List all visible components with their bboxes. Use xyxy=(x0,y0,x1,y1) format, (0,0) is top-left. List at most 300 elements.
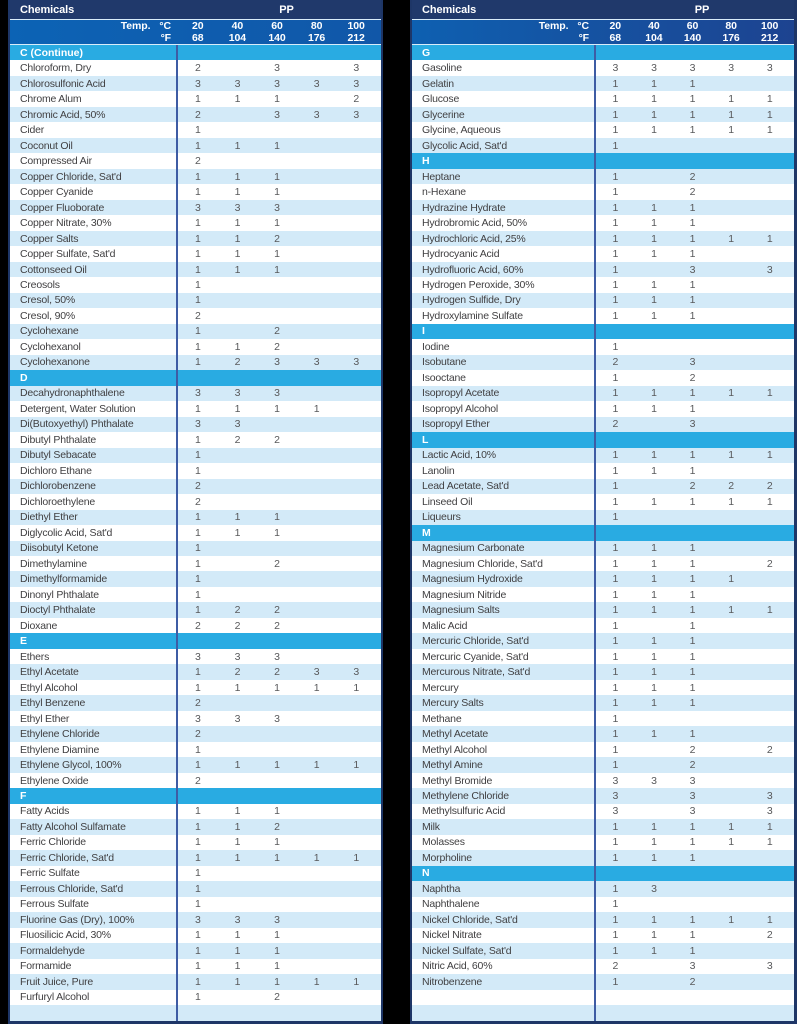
chemical-row xyxy=(412,943,794,958)
rating-values xyxy=(594,866,794,881)
rating-cell: 1 xyxy=(651,851,657,864)
rating-values xyxy=(176,680,381,695)
rating-cell xyxy=(712,277,751,292)
rating-cell: 2 xyxy=(194,155,201,168)
rating-cell: 1 xyxy=(612,511,619,524)
rating-cell: 1 xyxy=(651,635,657,648)
temp-value: 68 xyxy=(609,32,622,44)
temperature-header xyxy=(412,20,794,45)
chemical-name: Fruit Juice, Pure xyxy=(20,975,94,988)
rating-cell: 3 xyxy=(353,62,359,75)
rating-cell: 1 xyxy=(689,944,696,957)
rating-cell xyxy=(336,541,376,556)
rating-cell: 1 xyxy=(612,697,619,710)
rating-values xyxy=(594,215,794,230)
chemical-row xyxy=(412,602,794,617)
rating-cell: 1 xyxy=(612,588,619,601)
rating-cell xyxy=(218,153,258,168)
rating-cell xyxy=(218,60,258,75)
rating-cell: 1 xyxy=(194,851,201,864)
rating-cell xyxy=(712,897,751,912)
rating-values xyxy=(176,76,381,91)
rating-values xyxy=(176,200,381,215)
rating-cell: 3 xyxy=(234,418,241,431)
rating-cell xyxy=(673,990,712,1005)
rating-values xyxy=(594,231,794,246)
rating-cell xyxy=(712,200,751,215)
rating-cell: 1 xyxy=(194,588,201,601)
rating-cell xyxy=(635,990,674,1005)
rating-cell: 3 xyxy=(689,789,696,802)
rating-cell: 1 xyxy=(234,820,241,833)
rating-cell xyxy=(635,757,674,772)
chemical-name: Isooctane xyxy=(422,371,466,384)
rating-cell: 2 xyxy=(689,186,696,199)
rating-cell xyxy=(712,943,751,958)
rating-values xyxy=(176,742,381,757)
chemical-row xyxy=(412,417,794,432)
chemical-row xyxy=(10,541,381,556)
chemical-name: Mercuric Chloride, Sat'd xyxy=(422,635,529,648)
rating-cell: 1 xyxy=(651,201,657,214)
chemical-table-right xyxy=(410,0,797,1024)
chemical-row xyxy=(412,386,794,401)
rating-values xyxy=(176,91,381,106)
rating-cell xyxy=(218,448,258,463)
rating-values xyxy=(594,664,794,679)
rating-cell: 1 xyxy=(353,851,359,864)
rating-cell xyxy=(257,494,297,509)
rating-cell: 1 xyxy=(194,464,201,477)
rating-cell: 1 xyxy=(728,836,734,849)
rating-cell xyxy=(673,138,712,153)
section-letter-label: H xyxy=(422,155,430,168)
rating-cell: 1 xyxy=(234,944,241,957)
rating-cell: 3 xyxy=(612,789,619,802)
rating-cell xyxy=(257,308,297,323)
rating-cell xyxy=(336,184,376,199)
rating-cell xyxy=(297,339,337,354)
rating-cell: 1 xyxy=(689,681,696,694)
rating-cell xyxy=(750,680,789,695)
rating-cell xyxy=(297,618,337,633)
rating-values xyxy=(176,138,381,153)
chemical-row xyxy=(412,649,794,664)
rating-cell: 1 xyxy=(194,356,201,369)
rating-cell: 1 xyxy=(194,340,201,353)
rating-cell: 3 xyxy=(353,77,359,90)
rating-cell xyxy=(257,897,297,912)
rating-cell: 1 xyxy=(194,836,201,849)
chemical-row xyxy=(412,897,794,912)
rating-cell: 1 xyxy=(194,681,201,694)
rating-values xyxy=(594,912,794,927)
chemical-row xyxy=(412,293,794,308)
rating-cell xyxy=(336,262,376,277)
chemical-row xyxy=(10,835,381,850)
rating-cell: 1 xyxy=(353,975,359,988)
section-letter-label: M xyxy=(422,526,431,539)
rating-cell xyxy=(635,897,674,912)
rating-cell xyxy=(336,773,376,788)
rating-cell: 1 xyxy=(651,728,657,741)
rating-cell xyxy=(336,169,376,184)
chemical-row xyxy=(412,107,794,122)
rating-cell: 1 xyxy=(194,93,201,106)
chemical-row xyxy=(412,479,794,494)
chemical-name: Isopropyl Ether xyxy=(422,418,490,431)
rating-values xyxy=(176,246,381,261)
rating-cell: 1 xyxy=(728,108,734,121)
rating-cell xyxy=(750,339,789,354)
rating-cell xyxy=(750,510,789,525)
rating-cell xyxy=(257,726,297,741)
rating-cell: 1 xyxy=(689,635,696,648)
rating-cell: 3 xyxy=(612,774,619,787)
rating-cell xyxy=(218,293,258,308)
rating-cell: 1 xyxy=(194,557,201,570)
chemical-name: Dibutyl Sebacate xyxy=(20,449,97,462)
temp-value: 100 xyxy=(347,20,365,32)
rating-values xyxy=(176,463,381,478)
rating-cell: 1 xyxy=(194,960,201,973)
rating-cell xyxy=(336,726,376,741)
rating-cell xyxy=(712,339,751,354)
rating-cell: 1 xyxy=(313,759,320,772)
rating-cell xyxy=(257,463,297,478)
rating-cell: 1 xyxy=(728,495,734,508)
rating-cell: 1 xyxy=(651,666,657,679)
rating-cell xyxy=(297,293,337,308)
rating-cell: 1 xyxy=(234,511,241,524)
rating-cell: 1 xyxy=(234,263,241,276)
rating-cell xyxy=(336,510,376,525)
chemical-name: Diisobutyl Ketone xyxy=(20,542,99,555)
chemical-name: Linseed Oil xyxy=(422,495,473,508)
chemical-name: Nickel Chloride, Sat'd xyxy=(422,913,518,926)
chemical-row xyxy=(412,633,794,648)
rating-cell xyxy=(218,463,258,478)
rating-cell: 3 xyxy=(274,712,280,725)
rating-cell xyxy=(673,711,712,726)
chemical-row xyxy=(10,726,381,741)
rating-cell: 1 xyxy=(612,480,619,493)
rating-values xyxy=(176,525,381,540)
chemicals-column-header: Chemicals xyxy=(20,3,75,16)
rating-cell xyxy=(218,494,258,509)
table-header-row xyxy=(10,0,381,20)
chemical-name: Compressed Air xyxy=(20,155,92,168)
rating-values xyxy=(594,525,794,540)
rating-cell xyxy=(297,726,337,741)
rating-cell: 1 xyxy=(651,697,657,710)
rating-cell: 3 xyxy=(194,201,201,214)
rating-values xyxy=(176,556,381,571)
chemical-name: Methane xyxy=(422,712,462,725)
rating-cell: 1 xyxy=(766,387,773,400)
rating-values xyxy=(176,231,381,246)
rating-cell xyxy=(750,726,789,741)
rating-cell: 2 xyxy=(689,743,696,756)
chemical-name: Chromic Acid, 50% xyxy=(20,108,106,121)
rating-cell xyxy=(712,370,751,385)
rating-values xyxy=(594,277,794,292)
rating-cell xyxy=(336,897,376,912)
rating-values xyxy=(594,510,794,525)
rating-cell: 1 xyxy=(194,805,201,818)
rating-values xyxy=(594,308,794,323)
rating-cell: 2 xyxy=(194,774,201,787)
rating-cell: 1 xyxy=(194,573,201,586)
rating-cell xyxy=(336,1005,376,1020)
rating-cell xyxy=(750,355,789,370)
rating-cell xyxy=(712,974,751,989)
rating-cell xyxy=(257,571,297,586)
rating-cell: 1 xyxy=(689,913,696,926)
rating-cell: 1 xyxy=(766,93,773,106)
rating-values xyxy=(594,788,794,803)
rating-cell xyxy=(336,324,376,339)
rating-values xyxy=(176,308,381,323)
rating-cell xyxy=(297,835,337,850)
rating-values xyxy=(594,943,794,958)
rating-cell: 1 xyxy=(766,913,773,926)
chemical-row xyxy=(412,277,794,292)
rating-cell xyxy=(257,541,297,556)
rating-cell: 3 xyxy=(612,805,619,818)
section-header-row xyxy=(10,370,381,385)
chemical-row xyxy=(10,664,381,679)
chemical-name: Nitric Acid, 60% xyxy=(422,960,493,973)
rating-cell: 1 xyxy=(194,867,201,880)
rating-cell: 3 xyxy=(274,650,280,663)
chemical-row xyxy=(412,757,794,772)
rating-cell: 3 xyxy=(689,774,696,787)
rating-cell: 3 xyxy=(274,913,280,926)
rating-values xyxy=(594,587,794,602)
chemical-name xyxy=(412,990,594,1005)
rating-cell: 2 xyxy=(612,960,619,973)
rating-cell xyxy=(635,169,674,184)
rating-cell xyxy=(336,463,376,478)
chemical-name: Gelatin xyxy=(422,77,454,90)
rating-cell: 3 xyxy=(234,913,241,926)
chemical-row xyxy=(10,386,381,401)
rating-cell xyxy=(750,633,789,648)
rating-values xyxy=(594,60,794,75)
rating-values xyxy=(176,773,381,788)
rating-cell xyxy=(712,990,751,1005)
rating-cell: 1 xyxy=(612,77,619,90)
rating-cell xyxy=(712,184,751,199)
rating-values xyxy=(594,262,794,277)
rating-cell xyxy=(712,76,751,91)
chemical-name: Decahydronaphthalene xyxy=(20,387,125,400)
rating-values xyxy=(176,788,381,803)
rating-cell xyxy=(635,1005,674,1020)
rating-cell: 2 xyxy=(766,743,773,756)
rating-cell xyxy=(218,541,258,556)
rating-cell xyxy=(750,664,789,679)
chemical-name: Dioxane xyxy=(20,619,58,632)
celsius-row xyxy=(10,20,381,32)
chemical-row xyxy=(412,200,794,215)
rating-cell: 1 xyxy=(689,929,696,942)
section-header-row xyxy=(10,788,381,803)
rating-cell xyxy=(218,122,258,137)
rating-cell xyxy=(297,804,337,819)
rating-cell xyxy=(336,386,376,401)
rating-cell: 1 xyxy=(194,248,201,261)
chemical-name: Copper Nitrate, 30% xyxy=(20,217,112,230)
chemical-row xyxy=(10,200,381,215)
rating-cell: 1 xyxy=(612,371,619,384)
rating-cell xyxy=(297,153,337,168)
chemical-row xyxy=(10,649,381,664)
rating-values xyxy=(594,835,794,850)
rating-cell: 1 xyxy=(194,217,201,230)
rating-cell: 1 xyxy=(234,170,241,183)
rating-cell xyxy=(218,277,258,292)
rating-cell xyxy=(673,1005,712,1020)
rating-cell: 1 xyxy=(689,836,696,849)
chemical-row xyxy=(412,990,794,1005)
chemical-row xyxy=(412,262,794,277)
rating-values xyxy=(176,664,381,679)
rating-cell: 1 xyxy=(689,573,696,586)
rating-cell xyxy=(297,262,337,277)
rating-cell: 3 xyxy=(766,62,773,75)
chemical-row xyxy=(412,742,794,757)
chemical-row xyxy=(10,711,381,726)
rating-cell: 3 xyxy=(689,418,696,431)
chemical-row xyxy=(412,510,794,525)
rating-cell: 3 xyxy=(234,387,241,400)
rating-cell xyxy=(218,773,258,788)
temp-value: 104 xyxy=(645,32,663,44)
rating-cell: 1 xyxy=(651,929,657,942)
rating-cell xyxy=(336,200,376,215)
rating-cell xyxy=(257,277,297,292)
chemical-name: Ethylene Oxide xyxy=(20,774,89,787)
rating-cell xyxy=(712,618,751,633)
rating-values xyxy=(176,184,381,199)
temp-value: 40 xyxy=(648,20,660,32)
rating-cell xyxy=(750,850,789,865)
rating-cell xyxy=(635,974,674,989)
chemical-name: Isobutane xyxy=(422,356,467,369)
rating-cell: 1 xyxy=(612,619,619,632)
rating-values xyxy=(176,1005,381,1020)
chemical-row xyxy=(10,355,381,370)
chemical-name: Glucose xyxy=(422,93,460,106)
rating-values xyxy=(594,541,794,556)
rating-values xyxy=(594,819,794,834)
rating-cell xyxy=(297,479,337,494)
rating-cell: 2 xyxy=(274,619,280,632)
rating-cell xyxy=(297,959,337,974)
rating-cell xyxy=(297,649,337,664)
rating-cell: 1 xyxy=(612,309,619,322)
temp-value: 176 xyxy=(722,32,740,44)
chemical-name: Diethyl Ether xyxy=(20,511,78,524)
rating-cell: 2 xyxy=(689,975,696,988)
rating-values xyxy=(594,618,794,633)
rating-cell xyxy=(257,881,297,896)
rating-cell: 3 xyxy=(313,108,320,121)
rating-values xyxy=(176,45,381,60)
rating-cell: 2 xyxy=(234,356,241,369)
rating-values xyxy=(594,773,794,788)
rating-cell xyxy=(750,618,789,633)
rating-cell: 1 xyxy=(651,294,657,307)
rating-cell: 1 xyxy=(651,232,657,245)
rating-cell xyxy=(635,618,674,633)
rating-cell xyxy=(750,1005,789,1020)
rating-cell xyxy=(635,479,674,494)
rating-cell xyxy=(750,757,789,772)
rating-values xyxy=(176,587,381,602)
chemical-name: Ethyl Acetate xyxy=(20,666,79,679)
rating-cell: 2 xyxy=(194,480,201,493)
rating-cell xyxy=(336,339,376,354)
chemical-name: Hydrochloric Acid, 25% xyxy=(422,232,526,245)
rating-cell: 1 xyxy=(728,387,734,400)
rating-cell: 3 xyxy=(353,108,359,121)
rating-cell: 1 xyxy=(689,248,696,261)
rating-values xyxy=(176,726,381,741)
rating-cell: 2 xyxy=(274,433,280,446)
rating-values xyxy=(594,571,794,586)
chemical-name: Di(Butoxyethyl) Phthalate xyxy=(20,418,134,431)
rating-cell: 3 xyxy=(234,712,241,725)
rating-cell xyxy=(297,215,337,230)
rating-cell xyxy=(257,448,297,463)
chemicals-column-header: Chemicals xyxy=(422,3,477,16)
rating-values xyxy=(594,726,794,741)
rating-cell: 1 xyxy=(728,93,734,106)
rating-values xyxy=(594,757,794,772)
rating-cell xyxy=(218,587,258,602)
rating-cell xyxy=(336,695,376,710)
rating-values xyxy=(176,215,381,230)
rating-cell xyxy=(257,587,297,602)
rating-cell: 3 xyxy=(612,62,619,75)
rating-cell xyxy=(336,711,376,726)
rating-values xyxy=(176,277,381,292)
rating-cell xyxy=(336,912,376,927)
chemical-name: Mercury Salts xyxy=(422,697,484,710)
rating-cell: 1 xyxy=(234,248,241,261)
rating-cell: 3 xyxy=(313,77,320,90)
rating-values xyxy=(594,293,794,308)
chemical-row xyxy=(10,448,381,463)
rating-cell xyxy=(712,262,751,277)
rating-cell: 2 xyxy=(194,309,201,322)
rating-cell: 1 xyxy=(612,604,619,617)
rating-cell: 1 xyxy=(651,573,657,586)
rating-cell: 3 xyxy=(651,882,657,895)
rating-cell xyxy=(750,138,789,153)
rating-cell: 3 xyxy=(353,356,359,369)
rating-cell: 1 xyxy=(274,263,280,276)
rating-cell xyxy=(336,448,376,463)
rating-cell xyxy=(336,649,376,664)
section-letter-label: D xyxy=(20,371,28,384)
rating-cell: 1 xyxy=(689,464,696,477)
rating-cell: 2 xyxy=(234,666,241,679)
chemical-row xyxy=(412,463,794,478)
